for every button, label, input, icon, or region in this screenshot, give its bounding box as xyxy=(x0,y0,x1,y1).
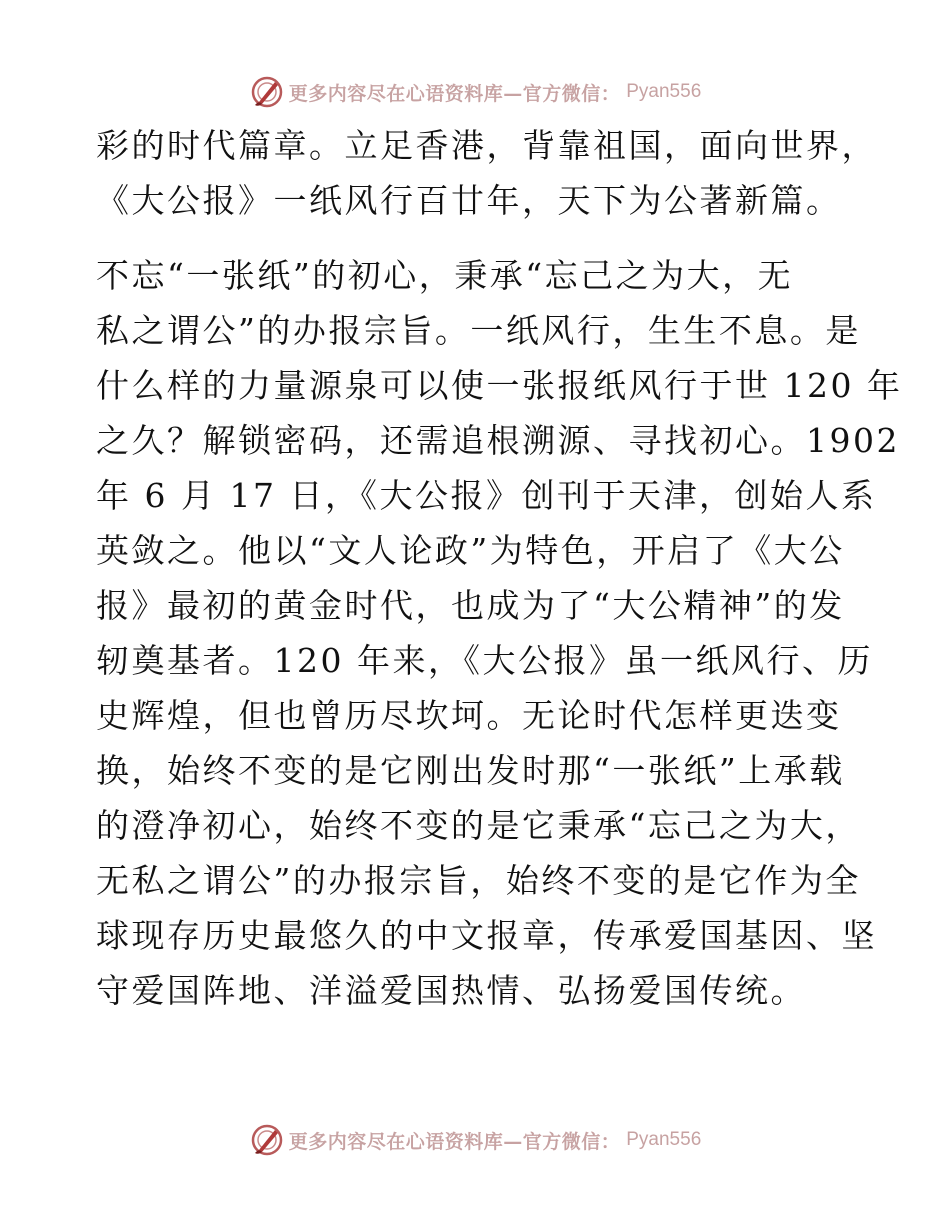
watermark-account: Pyan556 xyxy=(626,1129,702,1150)
text-line: 英敛之。他以“文人论政”为特色，开启了《大公 xyxy=(96,531,845,570)
text-line: 不忘“一张纸”的初心，秉承“忘己之为大，无 xyxy=(96,256,794,295)
document-body xyxy=(96,118,903,1018)
header-watermark xyxy=(0,72,950,112)
text-line: 的澄净初心，始终不变的是它秉承“忘己之为大， xyxy=(96,806,861,845)
text-line: 球现存历史最悠久的中文报章，传承爱国基因、坚 xyxy=(96,916,877,955)
text-line: 之久？解锁密码，还需追根溯源、寻找初心。1902 xyxy=(96,421,900,460)
text-line: 彩的时代篇章。立足香港，背靠祖国，面向世界， xyxy=(96,126,877,165)
footer-watermark xyxy=(0,1120,950,1160)
paragraph xyxy=(96,118,877,228)
watermark-text: 更多内容尽在心语资料库—官方微信： xyxy=(288,82,621,105)
text-line: 年 6 月 17 日，《大公报》创刊于天津，创始人系 xyxy=(96,476,877,515)
text-line: 无私之谓公”的办报宗旨，始终不变的是它作为全 xyxy=(96,861,861,900)
brush-logo-icon xyxy=(249,1122,285,1158)
text-line: 什么样的力量源泉可以使一张报纸风行于世 120 年 xyxy=(96,366,903,405)
watermark-text: 更多内容尽在心语资料库—官方微信： xyxy=(288,1130,621,1153)
text-line: 《大公报》一纸风行百廿年，天下为公著新篇。 xyxy=(96,181,842,220)
text-line: 私之谓公”的办报宗旨。一纸风行，生生不息。是 xyxy=(96,311,861,350)
watermark-account: Pyan556 xyxy=(626,81,702,102)
paragraph xyxy=(96,248,903,1018)
text-line: 报》最初的黄金时代，也成为了“大公精神”的发 xyxy=(96,586,845,625)
text-line: 轫奠基者。120 年来，《大公报》虽一纸风行、历 xyxy=(96,641,873,680)
text-line: 换，始终不变的是它刚出发时那“一张纸”上承载 xyxy=(96,751,845,790)
text-line: 守爱国阵地、洋溢爱国热情、弘扬爱国传统。 xyxy=(96,971,806,1010)
brush-logo-icon xyxy=(249,74,285,110)
text-line: 史辉煌，但也曾历尽坎坷。无论时代怎样更迭变 xyxy=(96,696,842,735)
